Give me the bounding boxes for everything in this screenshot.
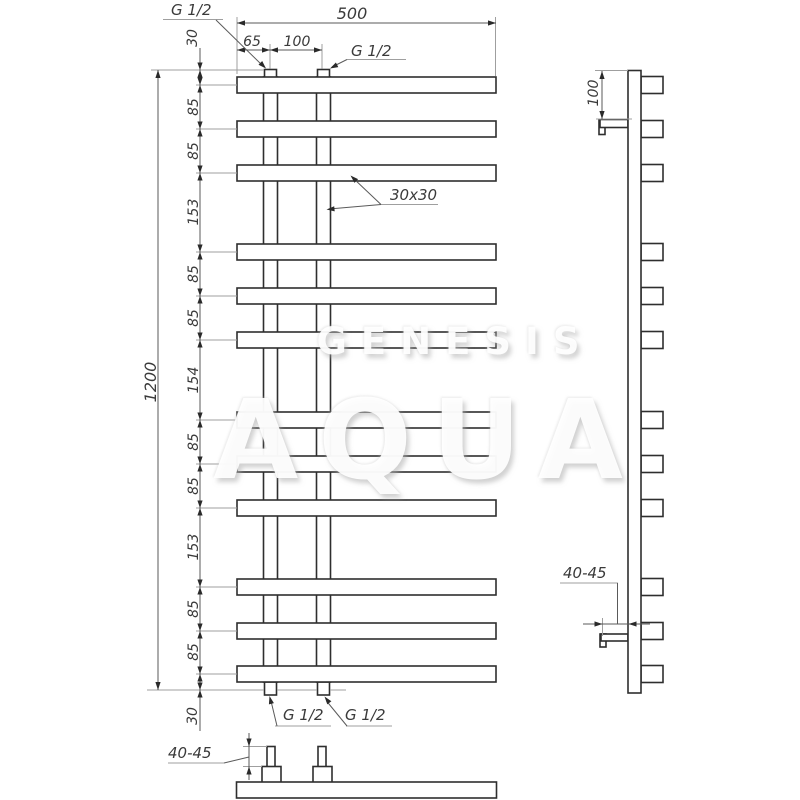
rung-end (641, 500, 663, 517)
thread-label-bottom-right (325, 697, 393, 727)
top-rail-profile (237, 782, 497, 798)
rung-spacing-label: 154 (186, 366, 202, 394)
rung-bar (237, 288, 496, 304)
wall-bracket (601, 634, 628, 641)
connector-pipe (267, 747, 275, 768)
rung-bar (237, 500, 496, 516)
rung-end (641, 579, 663, 596)
rung-spacing-label: 153 (186, 198, 202, 226)
rung-end (641, 456, 663, 473)
rung-bar (237, 666, 496, 682)
rung-bar (237, 121, 496, 137)
rung-spacing-label: 85 (186, 600, 202, 618)
rung-end (641, 121, 663, 138)
profile-label: 30x30 (390, 186, 438, 204)
rung-end (641, 412, 663, 429)
rung-bar (237, 412, 496, 428)
thread-bottom-right-label: G 1/2 (345, 706, 386, 724)
rung-spacing-label: 85 (186, 433, 202, 451)
watermark-brand-line2: AQUA (213, 376, 643, 504)
dim-top-offset-label: 30 (185, 29, 201, 47)
thread-bottom-left-label: G 1/2 (283, 706, 324, 724)
rung-bar (237, 579, 496, 595)
connector-pipe (318, 747, 326, 768)
dim-height-1200 (141, 70, 346, 690)
connector-pipe-base (262, 767, 281, 783)
dim-wall-distance-label: 40-45 (563, 564, 607, 582)
rung-end (641, 332, 663, 349)
dim-bottom-offset-label: 30 (185, 707, 201, 725)
connector-stub (318, 682, 330, 695)
thread-label-bottom-left (269, 696, 331, 726)
rung-spacing-label: 85 (186, 98, 202, 116)
rung-bar (237, 456, 496, 472)
side-view (599, 71, 663, 694)
rung-spacing-label: 85 (186, 309, 202, 327)
rung-end (641, 666, 663, 683)
dim-inlet-offset-label: 65 (243, 34, 261, 50)
wall-bracket (600, 120, 628, 128)
dim-rung-chain (185, 29, 237, 731)
dim-width-label: 500 (336, 4, 368, 23)
rung-bar (237, 332, 496, 348)
rung-spacing-label: 85 (186, 265, 202, 283)
rung-spacing-label: 85 (186, 142, 202, 160)
rung-end (641, 288, 663, 305)
rung-spacing-label: 153 (186, 533, 202, 561)
rung-bar (237, 165, 496, 181)
dim-inlet-spacing-label: 100 (283, 34, 311, 50)
thread-top-left-label: G 1/2 (171, 1, 212, 19)
riser-tube-profile (628, 71, 641, 694)
front-view (237, 70, 496, 696)
rung-bar (237, 77, 496, 93)
rung-spacing-label: 85 (186, 477, 202, 495)
dim-height-label: 1200 (141, 361, 160, 403)
rung-bar (237, 623, 496, 639)
rung-end (641, 623, 663, 640)
connector-pipe-base (313, 767, 332, 783)
connector-stub (265, 682, 277, 695)
dim-width-500 (237, 4, 496, 76)
dim-connector-length (168, 733, 267, 780)
thread-top-right-label: G 1/2 (351, 42, 392, 60)
dim-bracket-offset-label: 100 (586, 79, 602, 107)
watermark-brand-line1: GENESIS (316, 320, 594, 363)
thread-label-top-right (330, 42, 406, 69)
bottom-view (237, 747, 497, 799)
rung-end (641, 165, 663, 182)
rung-end (641, 244, 663, 261)
dimensions (141, 1, 650, 780)
rung-bar (237, 244, 496, 260)
rung-spacing-label: 85 (186, 643, 202, 661)
dim-connector-length-label: 40-45 (168, 744, 212, 762)
rung-end (641, 77, 663, 94)
dim-bracket-offset-100 (586, 71, 632, 120)
dim-inlets (237, 34, 322, 69)
